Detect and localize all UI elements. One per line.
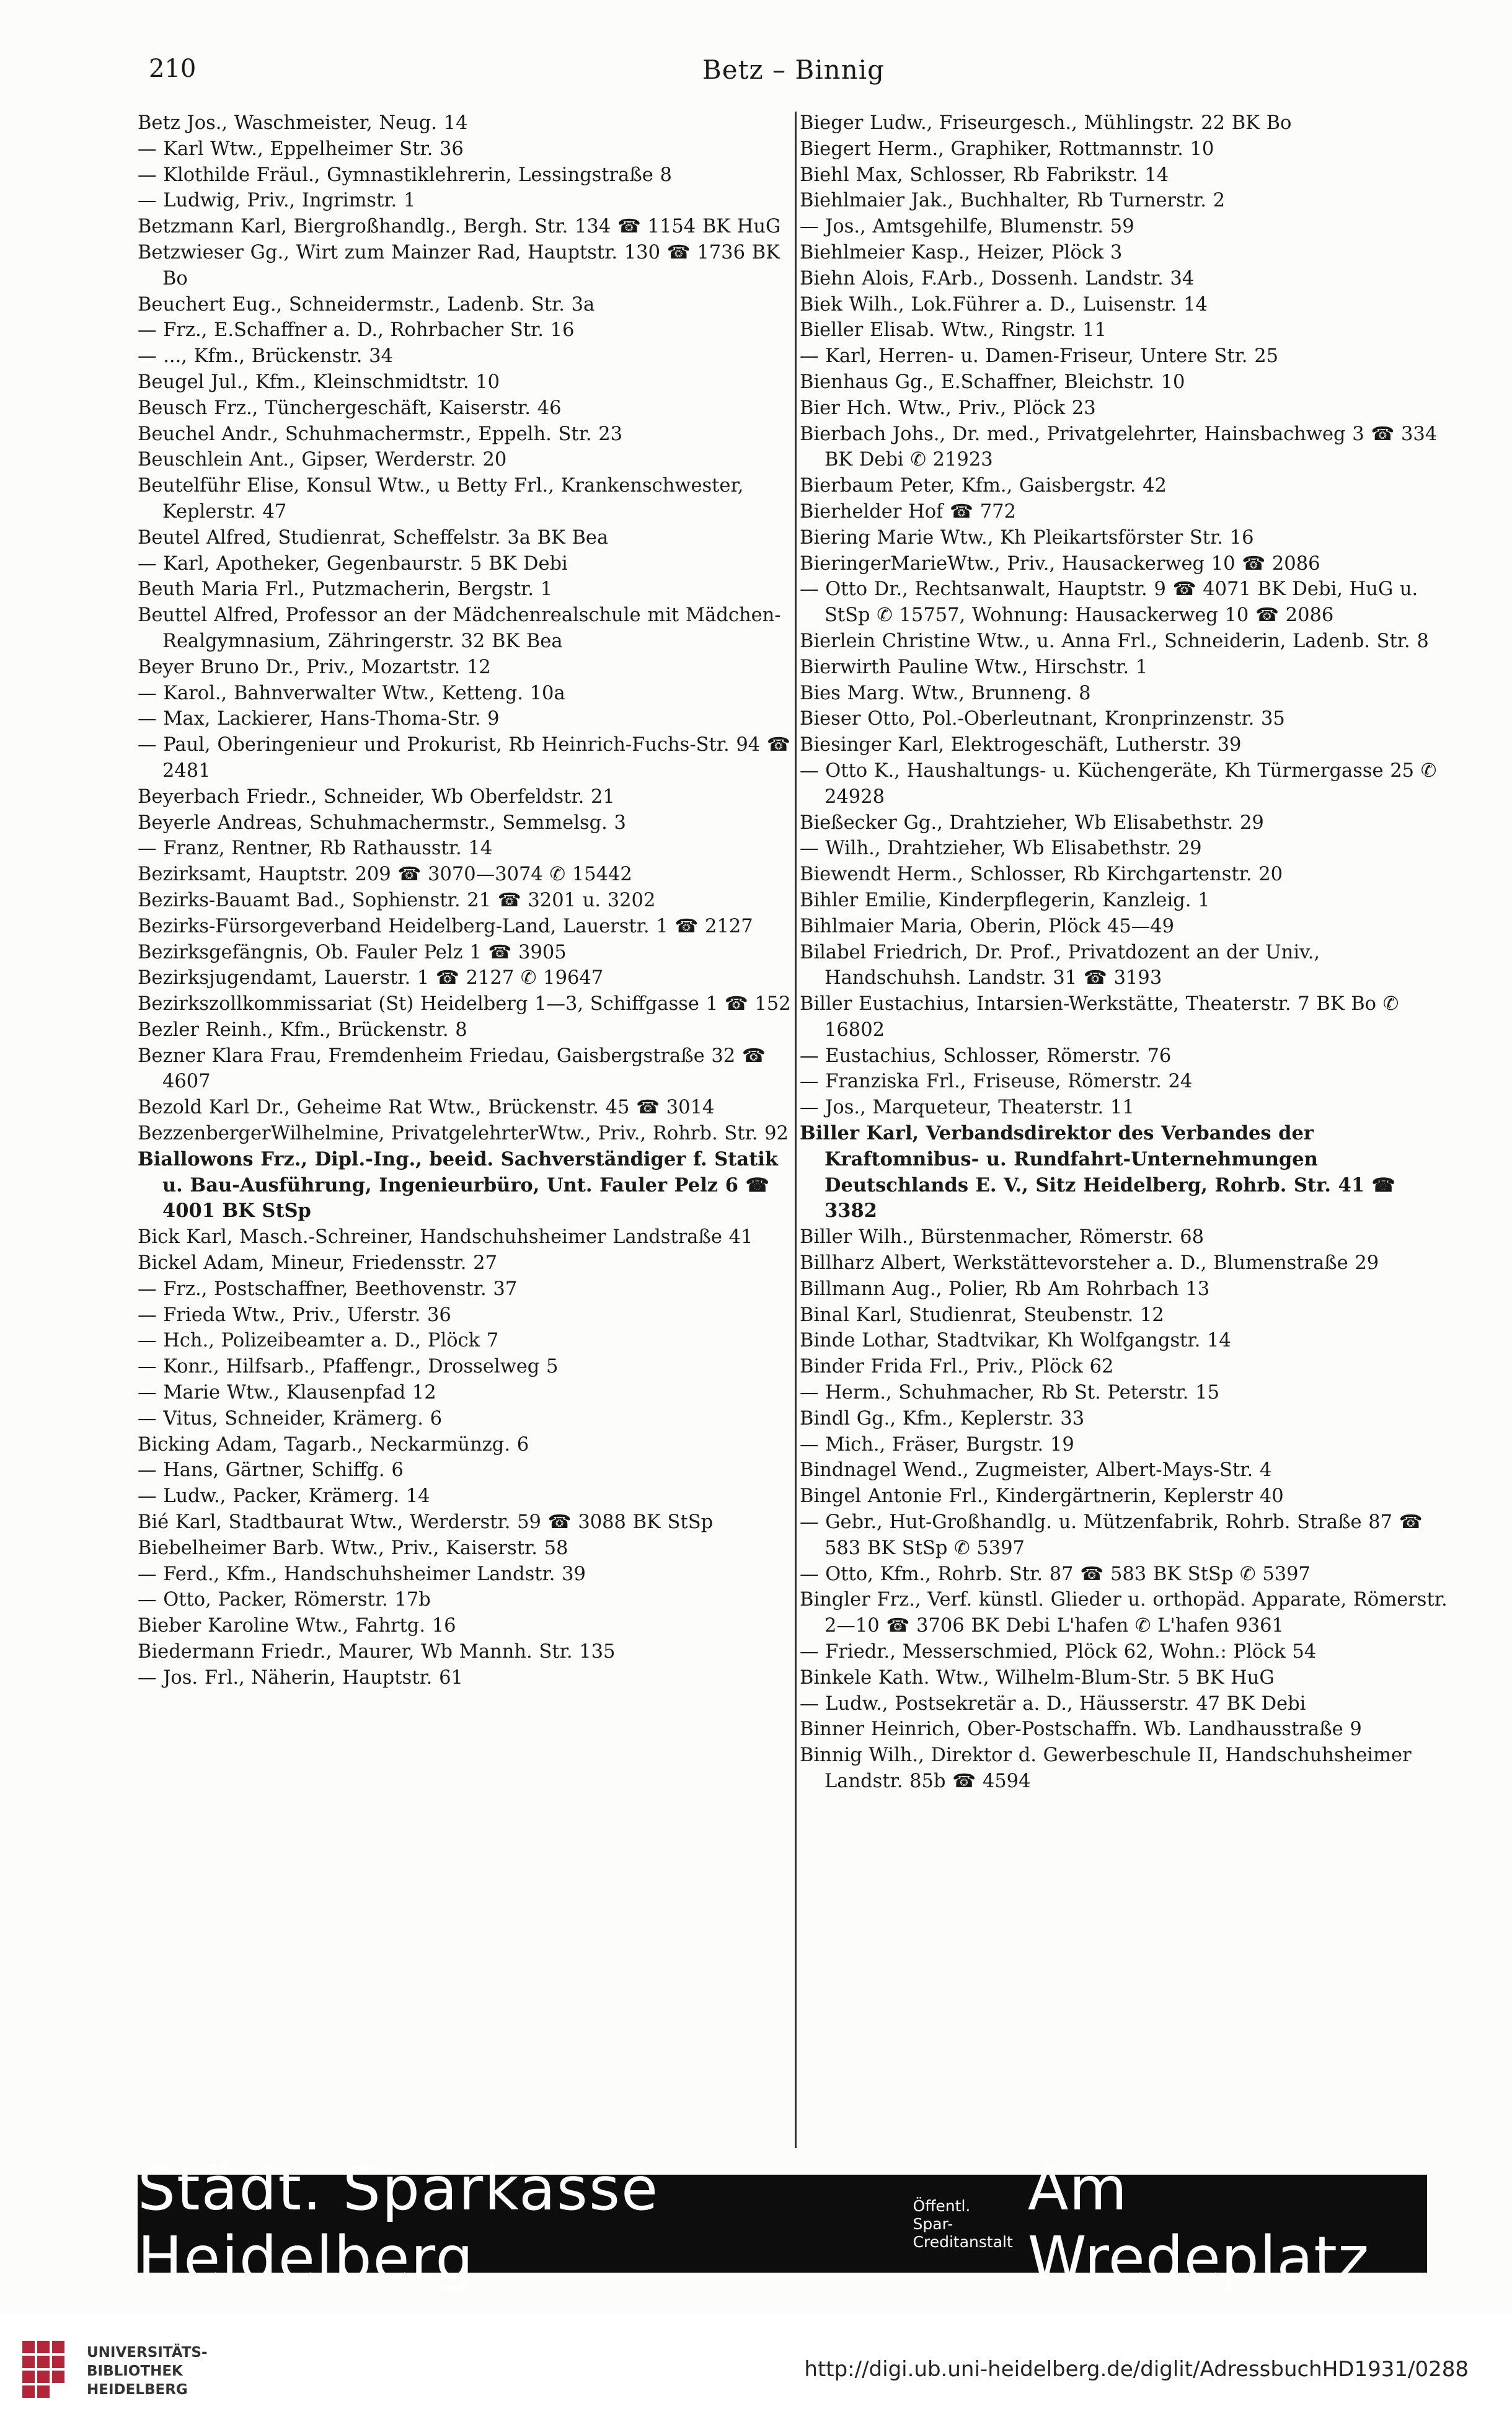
- directory-entry: — Frz., Postschaffner, Beethovenstr. 37: [138, 1278, 518, 1300]
- directory-entry: — Karl, Apotheker, Gegenbaurstr. 5 BK Debi: [138, 552, 568, 575]
- directory-entry: — Gebr., Hut-Großhandlg. u. Mützenfabrik, Rohrb. Straße 87 ☎ 583 BK StSp ✆ 5397: [800, 1511, 1423, 1559]
- directory-entry: Biegert Herm., Graphiker, Rottmannstr. 10: [800, 138, 1214, 160]
- page-title: Betz – Binnig: [702, 55, 885, 85]
- directory-entry: — Paul, Oberingenieur und Prokurist, Rb Heinrich-Fuchs-Str. 94 ☎ 2481: [138, 734, 790, 782]
- directory-entry: Biehl Max, Schlosser, Rb Fabrikstr. 14: [800, 164, 1169, 186]
- advertisement-banner: [138, 2154, 1427, 2293]
- directory-entry: Bezirkszollkommissariat (St) Heidelberg 1—3, Schiffgasse 1 ☎ 152: [138, 993, 791, 1015]
- directory-entry: Beuchert Eug., Schneidermstr., Ladenb. Str. 3a: [138, 293, 595, 316]
- directory-entry: Binder Frida Frl., Priv., Plöck 62: [800, 1356, 1114, 1378]
- directory-entry: Beugel Jul., Kfm., Kleinschmidtstr. 10: [138, 371, 500, 393]
- directory-entry: — Franziska Frl., Friseuse, Römerstr. 24: [800, 1071, 1193, 1093]
- directory-entry: Biehlmeier Kasp., Heizer, Plöck 3: [800, 241, 1123, 263]
- banner-location: Am Wredeplatz: [1027, 2154, 1370, 2293]
- directory-entry: Bezirksgefängnis, Ob. Fauler Pelz 1 ☎ 3905: [138, 941, 567, 963]
- directory-entry: — Eustachius, Schlosser, Römerstr. 76: [800, 1045, 1172, 1067]
- banner-subtitle-line2: Creditanstalt: [913, 2232, 1013, 2251]
- directory-entry: Bies Marg. Wtw., Brunneng. 8: [800, 682, 1091, 704]
- directory-entry: Beuttel Alfred, Professor an der Mädchenrealschule mit Mädchen-Realgymnasium, Zähringerstr. 32 BK Bea: [138, 604, 781, 652]
- directory-entry: Betzmann Karl, Biergroßhandlg., Bergh. Str. 134 ☎ 1154 BK HuG: [138, 216, 781, 238]
- directory-entry: Binde Lothar, Stadtvikar, Kh Wolfgangstr. 14: [800, 1330, 1231, 1352]
- directory-entry: Bierbach Johs., Dr. med., Privatgelehrter, Hainsbachweg 3 ☎ 334 BK Debi ✆ 21923: [800, 423, 1438, 471]
- directory-entry: — Otto, Packer, Römerstr. 17b: [138, 1589, 431, 1611]
- directory-entry: — Hch., Polizeibeamter a. D., Plöck 7: [138, 1330, 499, 1352]
- directory-entry: — Karl, Herren- u. Damen-Friseur, Untere Str. 25: [800, 345, 1279, 368]
- directory-entry: Bihlmaier Maria, Oberin, Plöck 45—49: [800, 915, 1175, 937]
- directory-entry: — Mich., Fräser, Burgstr. 19: [800, 1433, 1074, 1456]
- directory-entry: — Otto, Kfm., Rohrb. Str. 87 ☎ 583 BK StSp ✆ 5397: [800, 1563, 1311, 1585]
- directory-entry: Bezold Karl Dr., Geheime Rat Wtw., Brückenstr. 45 ☎ 3014: [138, 1097, 715, 1119]
- footer: [0, 2314, 1512, 2427]
- directory-entry: Betz Jos., Waschmeister, Neug. 14: [138, 112, 468, 134]
- directory-entry: — ..., Kfm., Brückenstr. 34: [138, 345, 393, 368]
- page-number: 210: [149, 55, 197, 83]
- directory-entry: BezzenbergerWilhelmine, PrivatgelehrterWtw., Priv., Rohrb. Str. 92: [138, 1123, 789, 1145]
- directory-entry: Bihler Emilie, Kinderpflegerin, Kanzleig. 1: [800, 889, 1210, 911]
- directory-entry: Bieber Karoline Wtw., Fahrtg. 16: [138, 1615, 456, 1637]
- directory-entry: Bießecker Gg., Drahtzieher, Wb Elisabethstr. 29: [800, 811, 1264, 834]
- directory-entry: Bierlein Christine Wtw., u. Anna Frl., Schneiderin, Ladenb. Str. 8: [800, 630, 1429, 652]
- directory-entry: Bezler Reinh., Kfm., Brückenstr. 8: [138, 1019, 467, 1041]
- directory-entry: — Friedr., Messerschmied, Plöck 62, Wohn.: Plöck 54: [800, 1641, 1317, 1663]
- directory-entry: Bindl Gg., Kfm., Keplerstr. 33: [800, 1407, 1085, 1430]
- directory-entry: — Vitus, Schneider, Krämerg. 6: [138, 1407, 443, 1430]
- directory-entry: Billharz Albert, Werkstättevorsteher a. D., Blumenstraße 29: [800, 1252, 1379, 1275]
- directory-entry: Bieger Ludw., Friseurgesch., Mühlingstr. 22 BK Bo: [800, 112, 1292, 134]
- directory-entry: Biewendt Herm., Schlosser, Rb Kirchgartenstr. 20: [800, 864, 1283, 886]
- directory-entry: — Ludwig, Priv., Ingrimstr. 1: [138, 190, 416, 212]
- directory-entry: — Karl Wtw., Eppelheimer Str. 36: [138, 138, 464, 160]
- directory-entry: Biering Marie Wtw., Kh Pleikartsförster Str. 16: [800, 526, 1254, 549]
- directory-entry: Bier Hch. Wtw., Priv., Plöck 23: [800, 397, 1096, 419]
- library-name-line1: UNIVERSITÄTS-: [87, 2345, 208, 2361]
- banner-subtitle-line1: Öffentl. Spar-: [913, 2196, 971, 2233]
- library-name: [87, 2343, 208, 2399]
- directory-entry: Biebelheimer Barb. Wtw., Priv., Kaiserstr. 58: [138, 1537, 568, 1559]
- directory-entry: — Frieda Wtw., Priv., Uferstr. 36: [138, 1304, 451, 1326]
- left-column: [138, 110, 791, 2150]
- directory-entry: — Hans, Gärtner, Schiffg. 6: [138, 1459, 404, 1482]
- directory-entry: Bié Karl, Stadtbaurat Wtw., Werderstr. 59 ☎ 3088 BK StSp: [138, 1511, 714, 1534]
- directory-entry: Bindnagel Wend., Zugmeister, Albert-Mays-Str. 4: [800, 1459, 1272, 1482]
- directory-entry: Bierwirth Pauline Wtw., Hirschstr. 1: [800, 656, 1148, 678]
- directory-entry: — Marie Wtw., Klausenpfad 12: [138, 1382, 436, 1404]
- directory-entry: — Herm., Schuhmacher, Rb St. Peterstr. 15: [800, 1382, 1219, 1404]
- directory-entry: Bilabel Friedrich, Dr. Prof., Privatdozent an der Univ., Handschuhsh. Landstr. 31 ☎ 3193: [800, 941, 1320, 989]
- directory-entry: BieringerMarieWtw., Priv., Hausackerweg 10 ☎ 2086: [800, 552, 1320, 575]
- directory-entry: Binner Heinrich, Ober-Postschaffn. Wb. Landhausstraße 9: [800, 1718, 1362, 1741]
- directory-entry: Biehlmaier Jak., Buchhalter, Rb Turnerstr. 2: [800, 190, 1226, 212]
- banner-subtitle: [913, 2197, 1013, 2251]
- directory-entry: Bienhaus Gg., E.Schaffner, Bleichstr. 10: [800, 371, 1185, 393]
- university-library-logo-icon: [19, 2337, 68, 2402]
- directory-entry: — Ferd., Kfm., Handschuhsheimer Landstr. 39: [138, 1563, 586, 1585]
- directory-entry: Bezirksjugendamt, Lauerstr. 1 ☎ 2127 ✆ 19647: [138, 967, 604, 989]
- directory-entry: Bezirks-Fürsorgeverband Heidelberg-Land, Lauerstr. 1 ☎ 2127: [138, 915, 753, 937]
- directory-entry: — Ludw., Postsekretär a. D., Häusserstr. 47 BK Debi: [800, 1692, 1306, 1715]
- directory-entry: Binkele Kath. Wtw., Wilhelm-Blum-Str. 5 BK HuG: [800, 1666, 1275, 1689]
- library-name-line2: BIBLIOTHEK: [87, 2363, 183, 2379]
- directory-entry: — Karol., Bahnverwalter Wtw., Ketteng. 10a: [138, 682, 565, 704]
- directory-entry: Beuchel Andr., Schuhmachermstr., Eppelh. Str. 23: [138, 423, 623, 445]
- directory-entry: Beyerbach Friedr., Schneider, Wb Oberfeldstr. 21: [138, 785, 615, 808]
- directory-entry: Bingel Antonie Frl., Kindergärtnerin, Keplerstr 40: [800, 1485, 1284, 1508]
- directory-entry: — Max, Lackierer, Hans-Thoma-Str. 9: [138, 708, 500, 730]
- directory-entry: Bick Karl, Masch.-Schreiner, Handschuhsheimer Landstraße 41: [138, 1226, 753, 1249]
- directory-entry: — Ludw., Packer, Krämerg. 14: [138, 1485, 430, 1508]
- directory-entry: Biller Wilh., Bürstenmacher, Römerstr. 68: [800, 1226, 1205, 1249]
- directory-entry: Biehn Alois, F.Arb., Dossenh. Landstr. 34: [800, 267, 1195, 290]
- directory-entry: Bezirks-Bauamt Bad., Sophienstr. 21 ☎ 3201 u. 3202: [138, 889, 656, 911]
- directory-entry: Bickel Adam, Mineur, Friedensstr. 27: [138, 1252, 497, 1275]
- directory-entry: Beuth Maria Frl., Putzmacherin, Bergstr. 1: [138, 578, 553, 601]
- directory-entry: Bezner Klara Frau, Fremdenheim Friedau, Gaisbergstraße 32 ☎ 4607: [138, 1045, 766, 1093]
- directory-entry: Biek Wilh., Lok.Führer a. D., Luisenstr. 14: [800, 293, 1208, 316]
- directory-entry: Bierhelder Hof ☎ 772: [800, 500, 1016, 523]
- directory-entry: Biedermann Friedr., Maurer, Wb Mannh. Str. 135: [138, 1641, 616, 1663]
- source-url-link[interactable]: http://digi.ub.uni-heidelberg.de/diglit/AdressbuchHD1931/0288: [804, 2357, 1469, 2382]
- directory-entry: Biallowons Frz., Dipl.-Ing., beeid. Sachverständiger f. Statik u. Bau-Ausführung, Ingenieurbüro, Unt. Fauler Pelz 6 ☎ 4001 BK StSp: [138, 1147, 778, 1222]
- directory-entry: Bierbaum Peter, Kfm., Gaisbergstr. 42: [800, 475, 1167, 497]
- directory-entry: Biller Karl, Verbandsdirektor des Verbandes der Kraftomnibus- u. Rundfahrt-Unternehmungen Deutschlands E. V., Sitz Heidelberg, Rohrb. Str. 41 ☎ 3382: [800, 1122, 1395, 1222]
- directory-entry: Beutelführ Elise, Konsul Wtw., u Betty Frl., Krankenschwester, Keplerstr. 47: [138, 475, 744, 523]
- directory-entry: — Konr., Hilfsarb., Pfaffengr., Drosselweg 5: [138, 1356, 559, 1378]
- directory-entry: Beuschlein Ant., Gipser, Werderstr. 20: [138, 449, 507, 471]
- library-name-line3: HEIDELBERG: [87, 2382, 188, 2398]
- directory-entry: Beutel Alfred, Studienrat, Scheffelstr. 3a BK Bea: [138, 526, 609, 549]
- directory-entry: Bieser Otto, Pol.-Oberleutnant, Kronprinzenstr. 35: [800, 708, 1285, 730]
- directory-entry: — Franz, Rentner, Rb Rathausstr. 14: [138, 838, 493, 860]
- directory-entry: — Otto Dr., Rechtsanwalt, Hauptstr. 9 ☎ 4071 BK Debi, HuG u. StSp ✆ 15757, Wohnung: Hausackerweg 10 ☎ 2086: [800, 578, 1418, 627]
- directory-entry: Bezirksamt, Hauptstr. 209 ☎ 3070—3074 ✆ 15442: [138, 864, 632, 886]
- directory-entry: Beyer Bruno Dr., Priv., Mozartstr. 12: [138, 656, 491, 678]
- directory-entry: Bingler Frz., Verf. künstl. Glieder u. orthopäd. Apparate, Römerstr. 2—10 ☎ 3706 BK Debi L'hafen ✆ L'hafen 9361: [800, 1589, 1448, 1637]
- right-column: [800, 110, 1452, 2150]
- column-divider: [795, 112, 797, 2148]
- directory-entry: Billmann Aug., Polier, Rb Am Rohrbach 13: [800, 1278, 1210, 1300]
- directory-entry: — Jos., Amtsgehilfe, Blumenstr. 59: [800, 216, 1134, 238]
- directory-entry: — Otto K., Haushaltungs- u. Küchengeräte, Kh Türmergasse 25 ✆ 24928: [800, 759, 1437, 808]
- directory-entry: Binal Karl, Studienrat, Steubenstr. 12: [800, 1304, 1164, 1326]
- directory-entry: — Jos., Marqueteur, Theaterstr. 11: [800, 1097, 1134, 1119]
- directory-entry: — Klothilde Fräul., Gymnastiklehrerin, Lessingstraße 8: [138, 164, 672, 186]
- directory-entry: Biesinger Karl, Elektrogeschäft, Lutherstr. 39: [800, 734, 1242, 756]
- directory-entry: Beyerle Andreas, Schuhmachermstr., Semmelsg. 3: [138, 811, 626, 834]
- directory-entry: Bieller Elisab. Wtw., Ringstr. 11: [800, 319, 1107, 342]
- directory-entry: — Wilh., Drahtzieher, Wb Elisabethstr. 29: [800, 838, 1202, 860]
- banner-bank-name: Städt. Sparkasse Heidelberg: [138, 2154, 660, 2293]
- directory-entry: Bicking Adam, Tagarb., Neckarmünzg. 6: [138, 1433, 529, 1456]
- directory-entry: — Frz., E.Schaffner a. D., Rohrbacher Str. 16: [138, 319, 575, 342]
- directory-entry: Biller Eustachius, Intarsien-Werkstätte, Theaterstr. 7 BK Bo ✆ 16802: [800, 993, 1399, 1041]
- directory-entry: Beusch Frz., Tünchergeschäft, Kaiserstr. 46: [138, 397, 562, 419]
- page-header: [143, 55, 1444, 92]
- directory-entry: Binnig Wilh., Direktor d. Gewerbeschule II, Handschuhsheimer Landstr. 85b ☎ 4594: [800, 1744, 1412, 1792]
- directory-entry: Betzwieser Gg., Wirt zum Mainzer Rad, Hauptstr. 130 ☎ 1736 BK Bo: [138, 241, 780, 290]
- directory-entry: — Jos. Frl., Näherin, Hauptstr. 61: [138, 1666, 463, 1689]
